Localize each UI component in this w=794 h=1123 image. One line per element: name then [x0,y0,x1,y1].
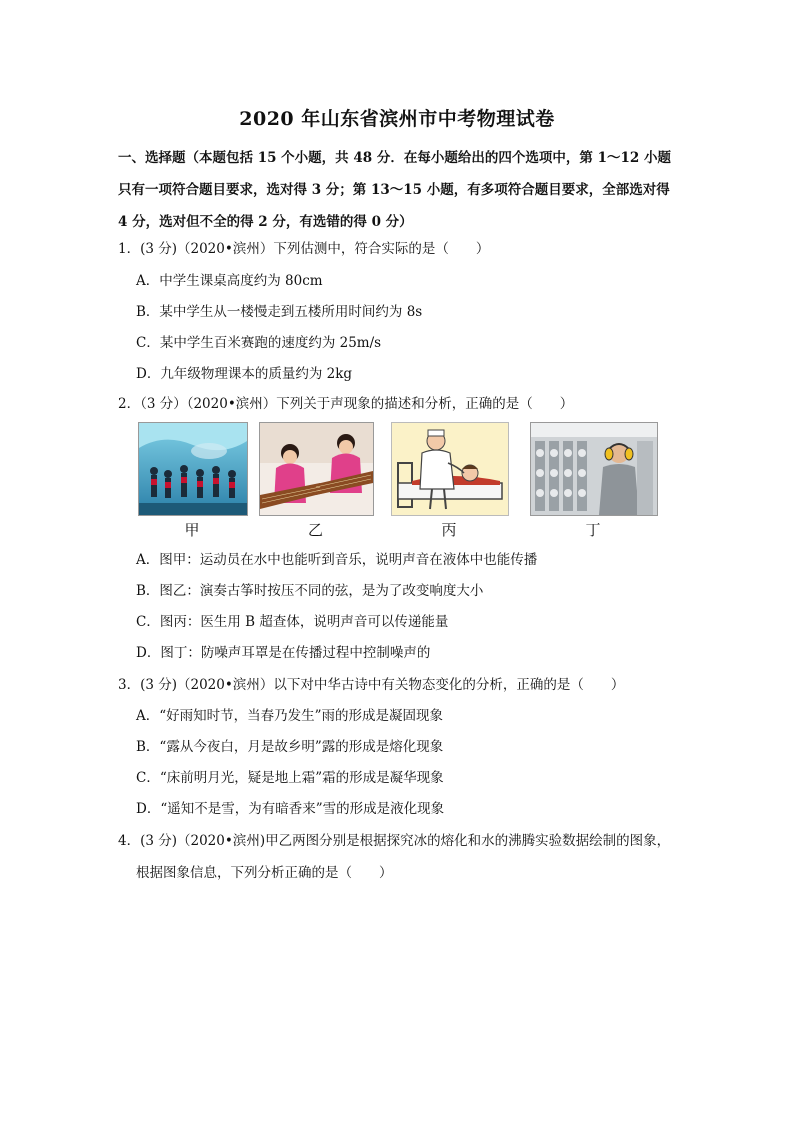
exam-title: 2020 年山东省滨州市中考物理试卷 [239,108,555,130]
section-header-line-2: 只有一项符合题目要求，选对得 3 分；第 13～15 小题，有多项符合题目要求，全部选对得 [118,182,670,198]
question-3-option-c: C．“床前明月光，疑是地上霜”霜的形成是凝华现象 [136,770,444,786]
question-3-option-d: D．“遥知不是雪，为有暗香来”雪的形成是液化现象 [136,801,445,817]
question-4-stem-line-1: 4．(3 分)（2020•滨州)甲乙两图分别是根据探究冰的熔化和水的沸腾实验数据绘制的图象， [118,833,671,849]
question-4-stem [118,825,693,889]
figure-label-jia: 甲 [184,521,200,539]
question-1-option-b: B．某中学生从一楼慢走到五楼所用时间约为 8s [136,304,423,320]
figure-guzheng-image [259,422,374,516]
question-1-stem: 1．(3 分)（2020•滨州）下列估测中，符合实际的是（ ） [118,241,490,257]
figure-label-ding: 丁 [585,521,601,539]
question-2-figures [138,422,658,542]
question-3-option-b: B．“露从今夜白，月是故乡明”露的形成是熔化现象 [136,739,444,755]
section-header [118,142,688,238]
figure-label-bing: 丙 [441,521,457,539]
figure-doctor-image [391,422,509,516]
figure-label-yi: 乙 [307,521,323,539]
question-1-option-c: C．某中学生百米赛跑的速度约为 25m/s [136,335,382,351]
question-3-option-a: A．“好雨知时节，当春乃发生”雨的形成是凝固现象 [136,708,444,724]
question-1-option-a: A．中学生课桌高度约为 80cm [136,273,323,289]
question-2-option-a: A．图甲：运动员在水中也能听到音乐，说明声音在液体中也能传播 [136,552,538,568]
question-3-stem: 3．(3 分)（2020•滨州）以下对中华古诗中有关物态变化的分析，正确的是（ ） [118,677,625,693]
figure-underwater-image [138,422,248,516]
question-2-option-b: B．图乙：演奏古筝时按压不同的弦，是为了改变响度大小 [136,583,484,599]
section-header-line-3: 4 分，选对但不全的得 2 分，有选错的得 0 分） [118,214,413,230]
question-2-option-c: C．图丙：医生用 B 超查体，说明声音可以传递能量 [136,614,449,630]
question-4-stem-line-2: 根据图象信息，下列分析正确的是（ ） [136,865,393,881]
question-2-stem: 2．（3 分）（2020•滨州）下列关于声现象的描述和分析，正确的是（ ） [118,396,574,412]
figure-factory-image [530,422,658,516]
question-1-option-d: D．九年级物理课本的质量约为 2kg [136,366,353,382]
section-header-line-1: 一、选择题（本题包括 15 个小题，共 48 分．在每小题给出的四个选项中，第 1～12 小题 [118,150,671,166]
question-2-option-d: D．图丁：防噪声耳罩是在传播过程中控制噪声的 [136,645,431,661]
